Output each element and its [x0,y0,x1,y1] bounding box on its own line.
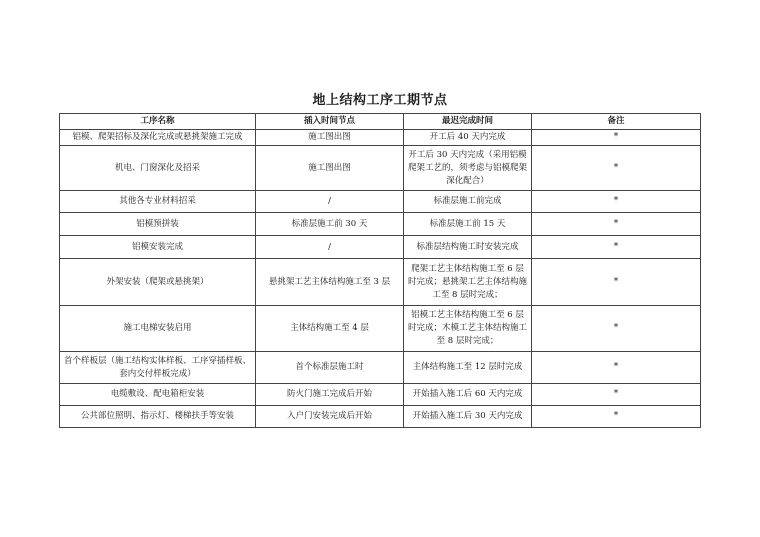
cell-process: 外架安装（爬架或悬挑架） [60,259,256,306]
table-header-row [60,114,701,130]
cell-deadline: 开工后 40 天内完成 [404,130,532,146]
cell-remark: * [532,213,701,236]
cell-insert: 入户门安装完成后开始 [256,406,404,428]
cell-deadline: 开始插入施工后 30 天内完成 [404,406,532,428]
cell-insert: / [256,191,404,213]
cell-remark: * [532,306,701,352]
cell-remark: * [532,259,701,306]
cell-insert: 标准层施工前 30 天 [256,213,404,236]
cell-process: 机电、门窗深化及招采 [60,146,256,191]
cell-insert: 主体结构施工至 4 层 [256,306,404,352]
table-row [60,130,701,146]
header-insert-time: 插入时间节点 [256,114,404,130]
cell-remark: * [532,406,701,428]
cell-remark: * [532,191,701,213]
cell-insert: 防火门施工完成后开始 [256,384,404,406]
table-row [60,191,701,213]
cell-process: 电缆敷设、配电箱柜安装 [60,384,256,406]
cell-process: 其他各专业材料招采 [60,191,256,213]
cell-insert: 施工图出图 [256,146,404,191]
cell-deadline: 开工后 30 天内完成（采用铝模爬架工艺的，须考虑与铝模爬架深化配合） [404,146,532,191]
cell-insert: 施工图出图 [256,130,404,146]
cell-deadline: 开始插入施工后 60 天内完成 [404,384,532,406]
table-row [60,259,701,306]
cell-insert: 悬挑架工艺主体结构施工至 3 层 [256,259,404,306]
cell-process: 施工电梯安装启用 [60,306,256,352]
table-row [60,146,701,191]
header-process-name: 工序名称 [60,114,256,130]
table-row [60,406,701,428]
cell-process: 铝模安装完成 [60,236,256,259]
cell-remark: * [532,130,701,146]
cell-remark: * [532,352,701,384]
header-latest-completion: 最迟完成时间 [404,114,532,130]
header-remarks: 备注 [532,114,701,130]
table-row [60,352,701,384]
schedule-table [59,113,701,428]
cell-remark: * [532,384,701,406]
table-row [60,384,701,406]
table-row [60,213,701,236]
cell-deadline: 铝模工艺主体结构施工至 6 层时完成；木模工艺主体结构施工至 8 层时完成； [404,306,532,352]
cell-process: 公共部位照明、指示灯、楼梯扶手等安装 [60,406,256,428]
cell-deadline: 标准层施工前完成 [404,191,532,213]
cell-process: 铝模预拼装 [60,213,256,236]
cell-process: 铝模、爬架招标及深化完成或悬挑架施工完成 [60,130,256,146]
cell-insert: 首个标准层施工时 [256,352,404,384]
document-title: 地上结构工序工期节点 [312,93,448,108]
cell-deadline: 爬架工艺主体结构施工至 6 层时完成；悬挑架工艺主体结构施工至 8 层时完成； [404,259,532,306]
cell-process: 首个样板层（施工结构实体样板、工序穿插样板、套内交付样板完成） [60,352,256,384]
cell-remark: * [532,236,701,259]
table-row [60,236,701,259]
cell-remark: * [532,146,701,191]
cell-deadline: 主体结构施工至 12 层时完成 [404,352,532,384]
cell-deadline: 标准层施工前 15 天 [404,213,532,236]
cell-deadline: 标准层结构施工时安装完成 [404,236,532,259]
table-row [60,306,701,352]
cell-insert: / [256,236,404,259]
